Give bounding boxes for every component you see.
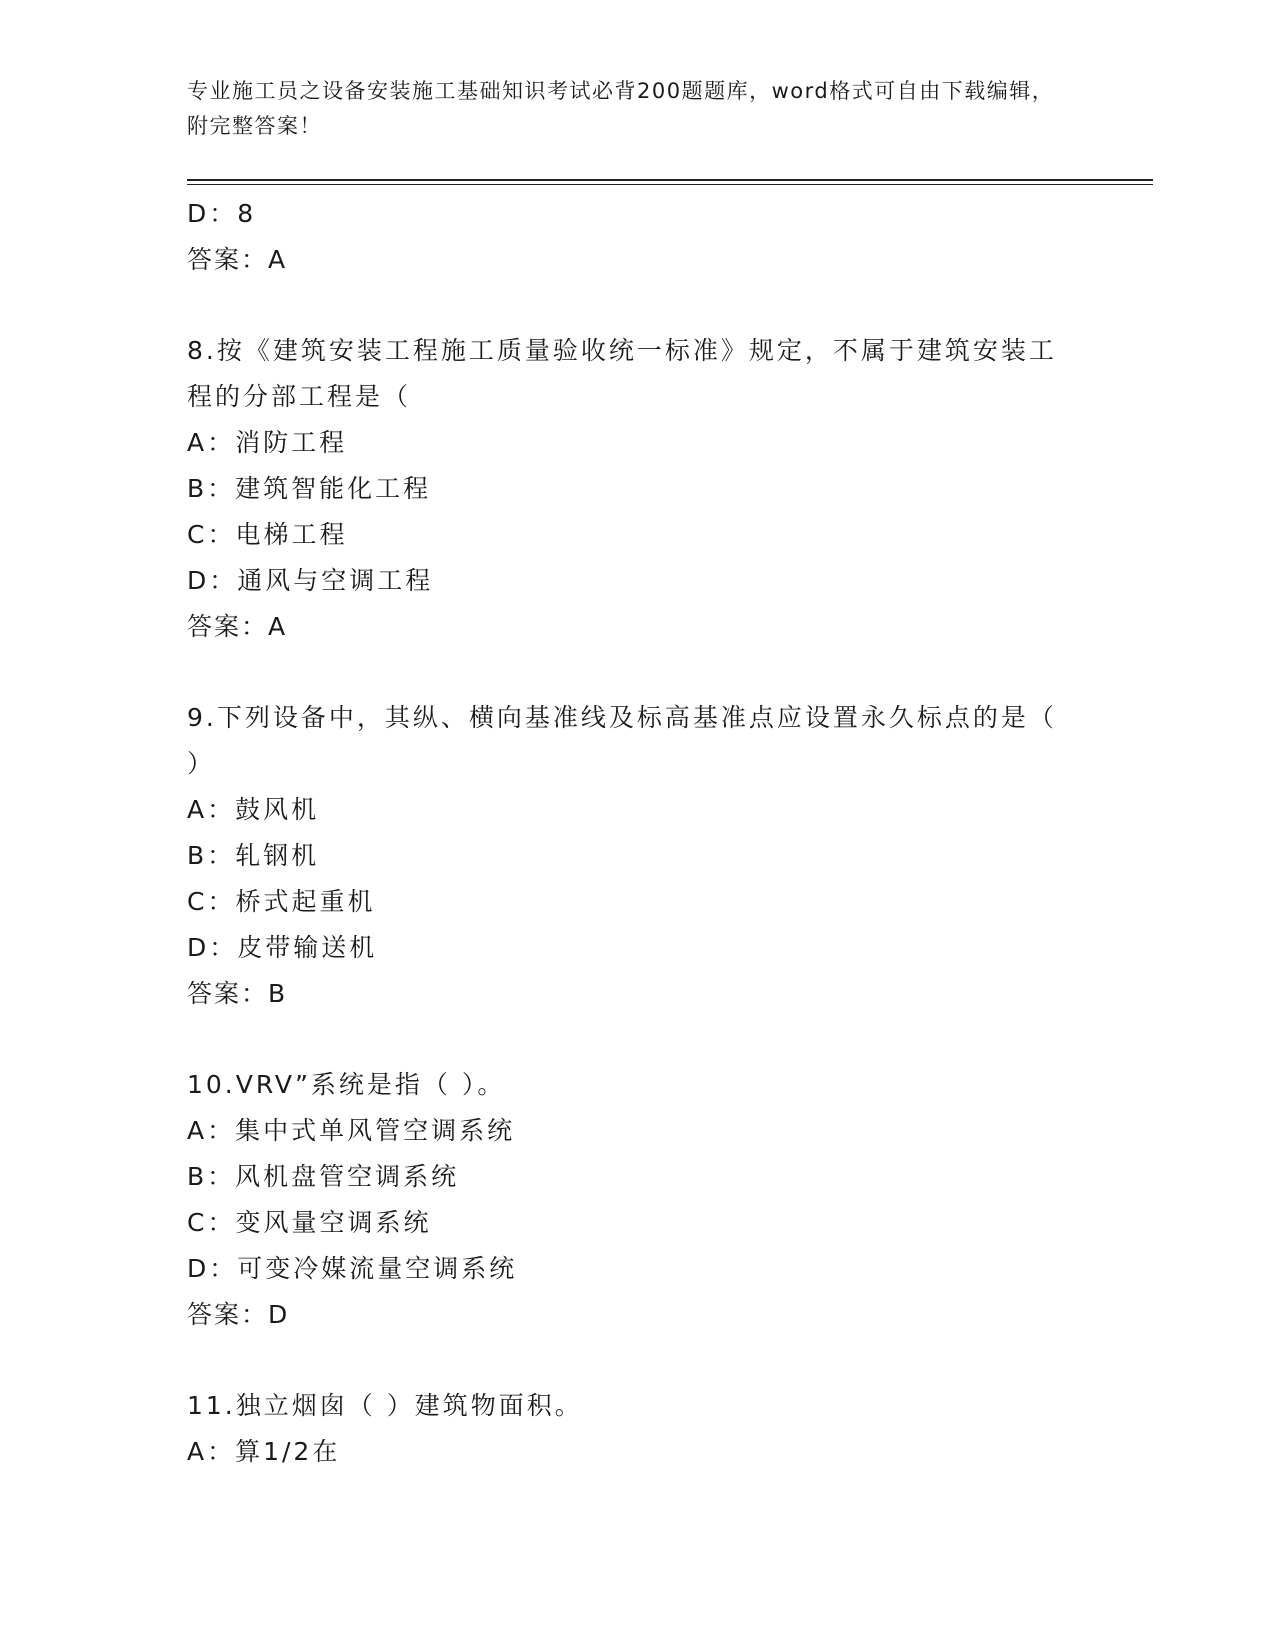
header-text: 专业施工员之设备安装施工基础知识考试必背200题题库，word格式可自由下载编辑，附完整答案！	[187, 79, 1055, 138]
answer: 答案：A	[187, 612, 288, 641]
answer: 答案：D	[187, 1300, 290, 1329]
answer: 答案：A	[187, 245, 288, 274]
question-9	[187, 695, 1067, 1017]
question-7-tail	[187, 191, 1067, 283]
option-d: D：8	[187, 199, 257, 228]
question-stem: 10.VRV”系统是指（ ）。	[187, 1070, 506, 1099]
question-stem: 11.独立烟囱（ ）建筑物面积。	[187, 1391, 583, 1420]
question-11	[187, 1383, 1067, 1475]
question-stem: 9.下列设备中，其纵、横向基准线及标高基准点应设置永久标点的是（ ）	[187, 703, 1057, 778]
header-divider-top	[187, 179, 1153, 181]
spacer	[187, 1338, 1067, 1383]
option-a: A：集中式单风管空调系统	[187, 1116, 516, 1145]
document-header	[187, 74, 1067, 144]
option-c: C：桥式起重机	[187, 887, 376, 916]
option-a: A：算1/2在	[187, 1437, 341, 1466]
question-8	[187, 328, 1067, 650]
answer: 答案：B	[187, 979, 288, 1008]
option-d: D：皮带输送机	[187, 933, 378, 962]
spacer	[187, 283, 1067, 328]
spacer	[187, 1017, 1067, 1062]
option-b: B：轧钢机	[187, 841, 320, 870]
spacer	[187, 650, 1067, 695]
question-list	[187, 191, 1067, 1475]
option-b: B：风机盘管空调系统	[187, 1162, 460, 1191]
header-divider-bottom	[187, 184, 1153, 185]
option-d: D：通风与空调工程	[187, 566, 434, 595]
option-a: A：消防工程	[187, 428, 348, 457]
question-stem: 8.按《建筑安装工程施工质量验收统一标准》规定，不属于建筑安装工程的分部工程是（	[187, 336, 1057, 411]
option-c: C：变风量空调系统	[187, 1208, 432, 1237]
option-d: D：可变冷媒流量空调系统	[187, 1254, 518, 1283]
option-a: A：鼓风机	[187, 795, 320, 824]
question-10	[187, 1062, 1067, 1338]
option-b: B：建筑智能化工程	[187, 474, 432, 503]
option-c: C：电梯工程	[187, 520, 348, 549]
